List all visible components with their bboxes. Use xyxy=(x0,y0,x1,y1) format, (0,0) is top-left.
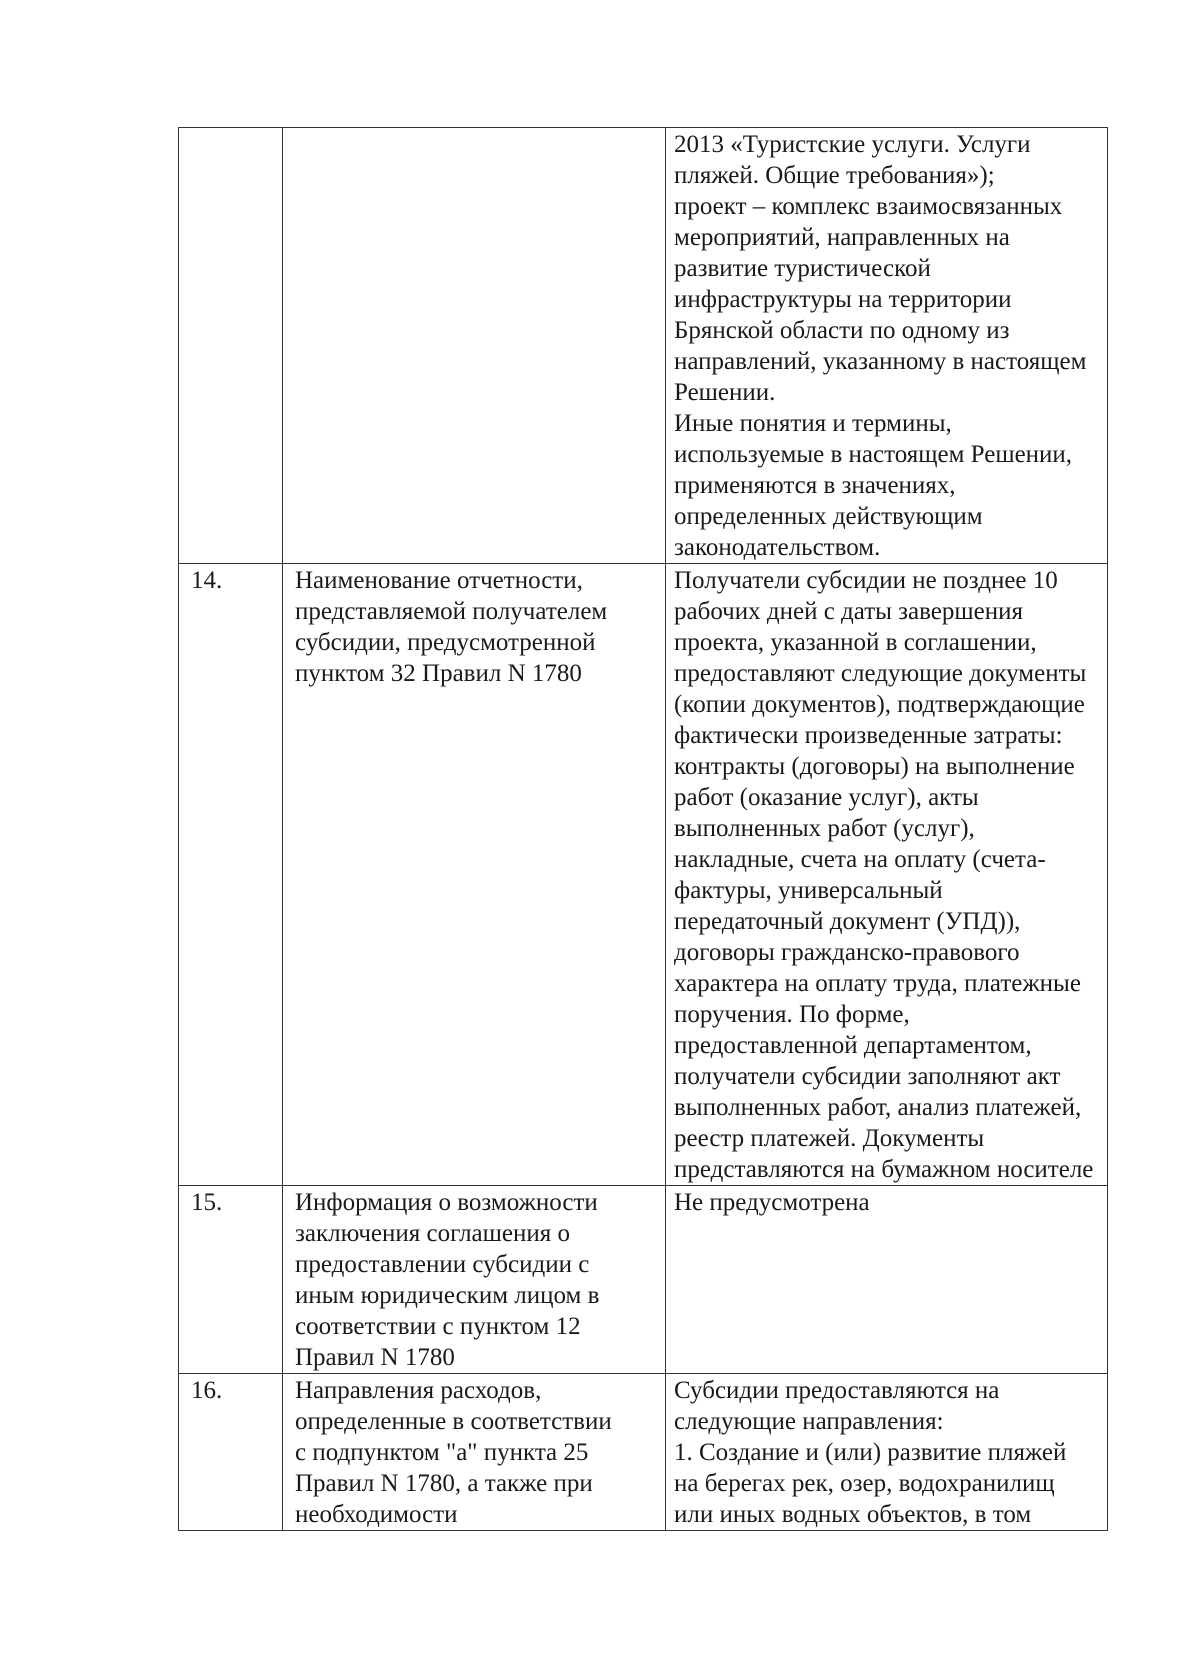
row-description: 2013 «Туристские услуги. Услуги пляжей. Общие требования»); проект – комплекс взаимосвязанных мероприятий, направленных на развитие туристической инфраструктуры на территории Брянской области по одному из направлений, указанному в настоящем Решении. Иные понятия и термины, используемые в настоящем Решении, применяются в значениях, определенных действующим законодательством. xyxy=(666,128,1108,564)
table-row xyxy=(179,1374,1108,1531)
row-title: Направления расходов, определенные в соответствии с подпунктом "а" пункта 25 Правил N 1780, а также при необходимости xyxy=(283,1374,666,1531)
row-title xyxy=(283,128,666,564)
row-description: Не предусмотрена xyxy=(666,1186,1108,1374)
row-title: Наименование отчетности, представляемой получателем субсидии, предусмотренной пунктом 32 Правил N 1780 xyxy=(283,564,666,1186)
row-description: Получатели субсидии не позднее 10 рабочих дней с даты завершения проекта, указанной в соглашении, предоставляют следующие документы (копии документов), подтверждающие фактически произведенные затраты: контракты (договоры) на выполнение работ (оказание услуг), акты выполненных работ (услуг), накладные, счета на оплату (счета- фактуры, универсальный передаточный документ (УПД)), договоры гражданско-правового характера на оплату труда, платежные поручения. По форме, предоставленной департаментом, получатели субсидии заполняют акт выполненных работ, анализ платежей, реестр платежей. Документы представляются на бумажном носителе xyxy=(666,564,1108,1186)
table-row xyxy=(179,128,1108,564)
table-row xyxy=(179,1186,1108,1374)
row-number xyxy=(179,128,283,564)
row-number: 16. xyxy=(179,1374,283,1531)
document-table xyxy=(178,127,1108,1531)
row-title: Информация о возможности заключения соглашения о предоставлении субсидии с иным юридическим лицом в соответствии с пунктом 12 Правил N 1780 xyxy=(283,1186,666,1374)
row-description: Субсидии предоставляются на следующие направления: 1. Создание и (или) развитие пляжей на берегах рек, озер, водохранилищ или иных водных объектов, в том xyxy=(666,1374,1108,1531)
table-row xyxy=(179,564,1108,1186)
row-number: 15. xyxy=(179,1186,283,1374)
row-number: 14. xyxy=(179,564,283,1186)
